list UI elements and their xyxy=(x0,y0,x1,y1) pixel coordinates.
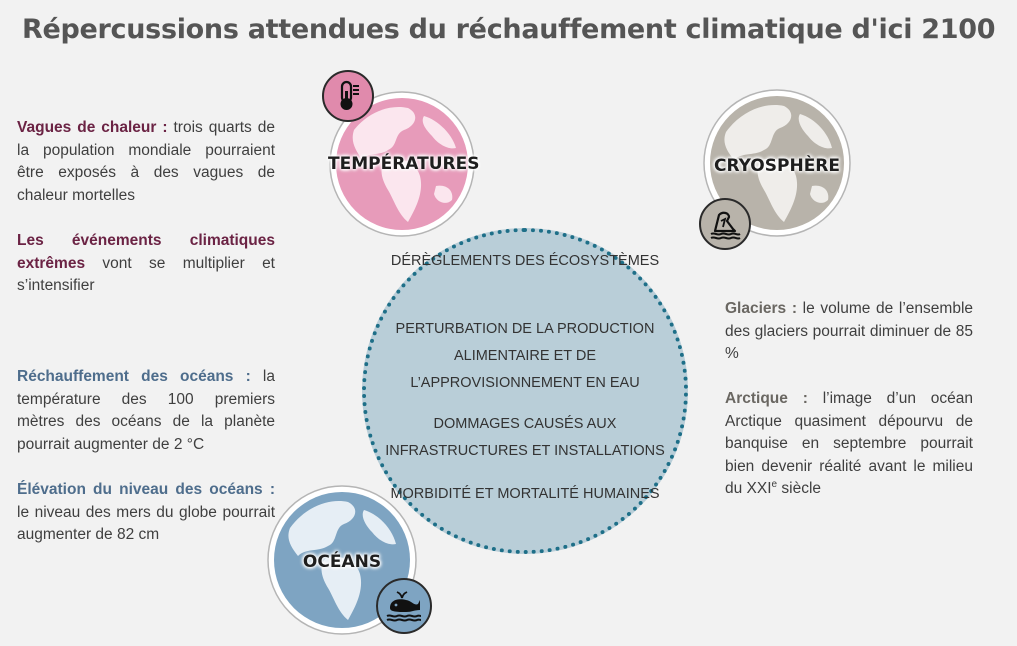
glaciers-paragraph xyxy=(725,298,973,366)
sea-level-heading: Élévation du niveau des océans : xyxy=(17,481,275,498)
ocean-warming-paragraph xyxy=(17,366,275,456)
heat-waves-heading: Vagues de chaleur : xyxy=(17,119,168,136)
sea-level-paragraph xyxy=(17,479,275,547)
extreme-events-paragraph xyxy=(17,230,275,298)
arctic-body-end: siècle xyxy=(777,480,822,497)
ocean-warming-heading: Réchauffement des océans : xyxy=(17,368,251,385)
impact-infrastructure: DOMMAGES CAUSÉS AUX INFRASTRUCTURES ET INSTALLATIONS xyxy=(385,416,665,459)
cryosphere-badge xyxy=(699,198,751,250)
impact-food-water: PERTURBATION DE LA PRODUCTION ALIMENTAIRE ET DE L’APPROVISIONNEMENT EN EAU xyxy=(395,321,655,391)
arctic-paragraph xyxy=(725,388,973,501)
glaciers-heading: Glaciers : xyxy=(725,300,798,317)
oceans-label: OCÉANS xyxy=(302,552,382,572)
heat-waves-body: trois quarts de la population mondiale pourraient être exposés à des vagues de chaleur mortelles xyxy=(17,119,275,204)
arctic-heading: Arctique : xyxy=(725,390,808,407)
extreme-events-body: vont se multiplier et s’intensifier xyxy=(17,254,275,294)
glacier-icon xyxy=(707,207,743,241)
thermometer-icon xyxy=(331,79,365,113)
arctic-superscript: e xyxy=(771,478,778,490)
extreme-events-heading: Les événements climatiques extrêmes xyxy=(17,232,275,272)
glaciers-body: le volume de l’ensemble des glaciers pourrait diminuer de 85 % xyxy=(725,300,974,362)
impact-health: MORBIDITÉ ET MORTALITÉ HUMAINES xyxy=(390,486,660,502)
ocean-warming-body: la température des 100 premiers mètres des océans de la planète pourrait augmenter de 2 °C xyxy=(17,368,275,453)
temperatures-badge xyxy=(322,70,374,122)
page-title: Répercussions attendues du réchauffement climatique d'ici 2100 xyxy=(22,14,996,45)
temperatures-label: TEMPÉRATURES xyxy=(328,154,480,174)
whale-icon xyxy=(384,588,424,624)
oceans-badge xyxy=(376,578,432,634)
arctic-body: l’image d’un océan Arctique quasiment dépourvu de banquise en septembre pourrait bien devenir réalité avant le milieu du XXI xyxy=(725,390,974,497)
impact-ecosystems: DÉRÈGLEMENTS DES ÉCOSYSTÈMES xyxy=(390,253,660,269)
sea-level-body: le niveau des mers du globe pourrait augmenter de 82 cm xyxy=(17,503,275,543)
heat-waves-paragraph xyxy=(17,117,275,207)
cryosphere-label: CRYOSPHÈRE xyxy=(713,156,841,176)
